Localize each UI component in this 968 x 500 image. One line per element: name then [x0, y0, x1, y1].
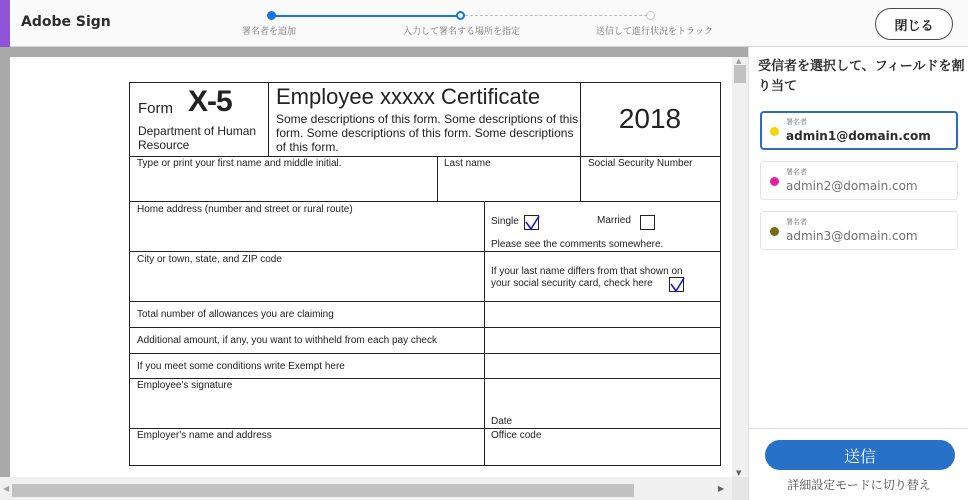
exempt-label: If you meet some conditions write Exempt here	[137, 361, 345, 372]
document-page[interactable]	[10, 57, 732, 487]
form-id-cell	[130, 83, 269, 157]
date-label: Date	[491, 416, 513, 427]
form-title: Employee xxxxx Certificate	[276, 84, 541, 109]
step-1-label: 署名者を追加	[242, 27, 297, 37]
last-name-field[interactable]	[438, 157, 581, 202]
city-state-zip-field[interactable]	[130, 252, 485, 302]
last-name-differs-checkbox[interactable]	[669, 277, 684, 292]
recipient-email: admin2@domain.com	[786, 179, 918, 193]
switch-to-advanced-mode-link[interactable]: 詳細設定モードに切り替え	[787, 478, 931, 492]
last-name-differs-cell	[485, 252, 720, 302]
first-name-field[interactable]	[130, 157, 438, 202]
ssn-label: Social Security Number	[588, 158, 693, 169]
scroll-right-arrow-icon[interactable]: ▶	[718, 484, 725, 493]
recipient-panel	[748, 47, 968, 500]
last-name-differs-line1: If your last name differs from that shown on	[491, 266, 683, 277]
progress-stepper	[0, 0, 968, 47]
single-checkbox[interactable]	[524, 215, 539, 230]
panel-title: 受信者を選択して、フィールドを割り当て	[758, 59, 965, 94]
married-label: Married	[597, 215, 631, 226]
last-name-differs-line2: your social security card, check here	[491, 278, 653, 289]
step-1-dot-icon	[267, 11, 276, 20]
step-3-label: 送信して進行状況をトラック	[596, 27, 713, 37]
employer-name-address-label: Employer's name and address	[137, 430, 272, 441]
recipient-email: admin1@domain.com	[786, 129, 931, 143]
married-checkbox[interactable]	[640, 215, 655, 230]
city-state-zip-label: City or town, state, and ZIP code	[137, 254, 282, 265]
exempt-field[interactable]	[130, 354, 485, 379]
form-word: Form	[138, 100, 173, 117]
first-name-label: Type or print your first name and middle initial.	[137, 158, 342, 169]
form-description: Some descriptions of this form. Some descriptions of this form. Some descriptions of this form. Some descriptions of this form.	[276, 112, 579, 154]
allowances-input[interactable]	[485, 302, 720, 328]
additional-amount-input[interactable]	[485, 328, 720, 354]
vertical-scroll-thumb[interactable]	[734, 65, 746, 83]
send-button[interactable]: 送信	[765, 440, 955, 470]
ssn-field[interactable]	[581, 157, 720, 202]
scrollbar-corner	[732, 477, 748, 500]
checkmark-icon	[524, 214, 541, 231]
vertical-scrollbar[interactable]	[732, 57, 748, 477]
single-label: Single	[491, 216, 519, 227]
step-2-dot-icon	[456, 11, 465, 20]
recipient-card-1[interactable]	[760, 111, 958, 150]
additional-amount-label: Additional amount, if any, you want to withheld from each pay check	[137, 335, 437, 346]
scroll-left-arrow-icon[interactable]: ◀	[3, 484, 10, 493]
recipient-color-dot-icon	[770, 227, 779, 236]
top-header	[0, 0, 968, 47]
home-address-field[interactable]	[130, 202, 485, 252]
marital-status-cell	[485, 202, 720, 252]
scroll-up-arrow-icon[interactable]: ▲	[736, 57, 742, 65]
home-address-label: Home address (number and street or rural route)	[137, 204, 353, 215]
horizontal-scrollbar[interactable]	[0, 477, 748, 500]
allowances-label: Total number of allowances you are claiming	[137, 309, 334, 320]
panel-footer	[749, 428, 968, 500]
date-field[interactable]	[485, 379, 720, 429]
step-2-label: 入力して署名する場所を指定	[403, 27, 521, 37]
last-name-label: Last name	[444, 158, 491, 169]
allowances-field[interactable]	[130, 302, 485, 328]
employee-certificate-form	[129, 82, 721, 466]
horizontal-scroll-thumb[interactable]	[12, 484, 634, 497]
recipient-color-dot-icon	[770, 177, 779, 186]
stepper-line-pending	[465, 15, 647, 16]
document-viewer	[0, 47, 748, 500]
form-title-cell	[269, 83, 581, 157]
recipient-card-2[interactable]	[760, 161, 958, 200]
form-year: 2018	[618, 103, 682, 134]
step-3-dot-icon	[646, 11, 655, 20]
office-code-field[interactable]	[485, 429, 720, 465]
checkmark-icon	[669, 276, 686, 293]
stepper-line-complete	[271, 15, 461, 17]
employee-signature-label: Employee's signature	[137, 380, 233, 391]
additional-amount-field[interactable]	[130, 328, 485, 354]
scroll-down-arrow-icon[interactable]: ▼	[736, 469, 742, 477]
recipient-role: 署名者	[786, 168, 807, 176]
recipient-role: 署名者	[786, 118, 807, 126]
recipient-color-dot-icon	[770, 127, 779, 136]
recipient-email: admin3@domain.com	[786, 229, 918, 243]
exempt-input[interactable]	[485, 354, 720, 379]
employer-name-address-field[interactable]	[130, 429, 485, 465]
office-code-label: Office code	[491, 430, 542, 441]
close-button[interactable]: 閉じる	[875, 8, 953, 40]
recipient-card-3[interactable]	[760, 211, 958, 250]
form-number: X-5	[188, 85, 232, 118]
app-title: Adobe Sign	[21, 14, 111, 30]
recipient-role: 署名者	[786, 218, 807, 226]
comments-note: Please see the comments somewhere.	[491, 239, 664, 250]
employee-signature-field[interactable]	[130, 379, 485, 429]
form-year-cell	[581, 83, 720, 157]
department-name: Department of Human Resource	[138, 124, 257, 152]
